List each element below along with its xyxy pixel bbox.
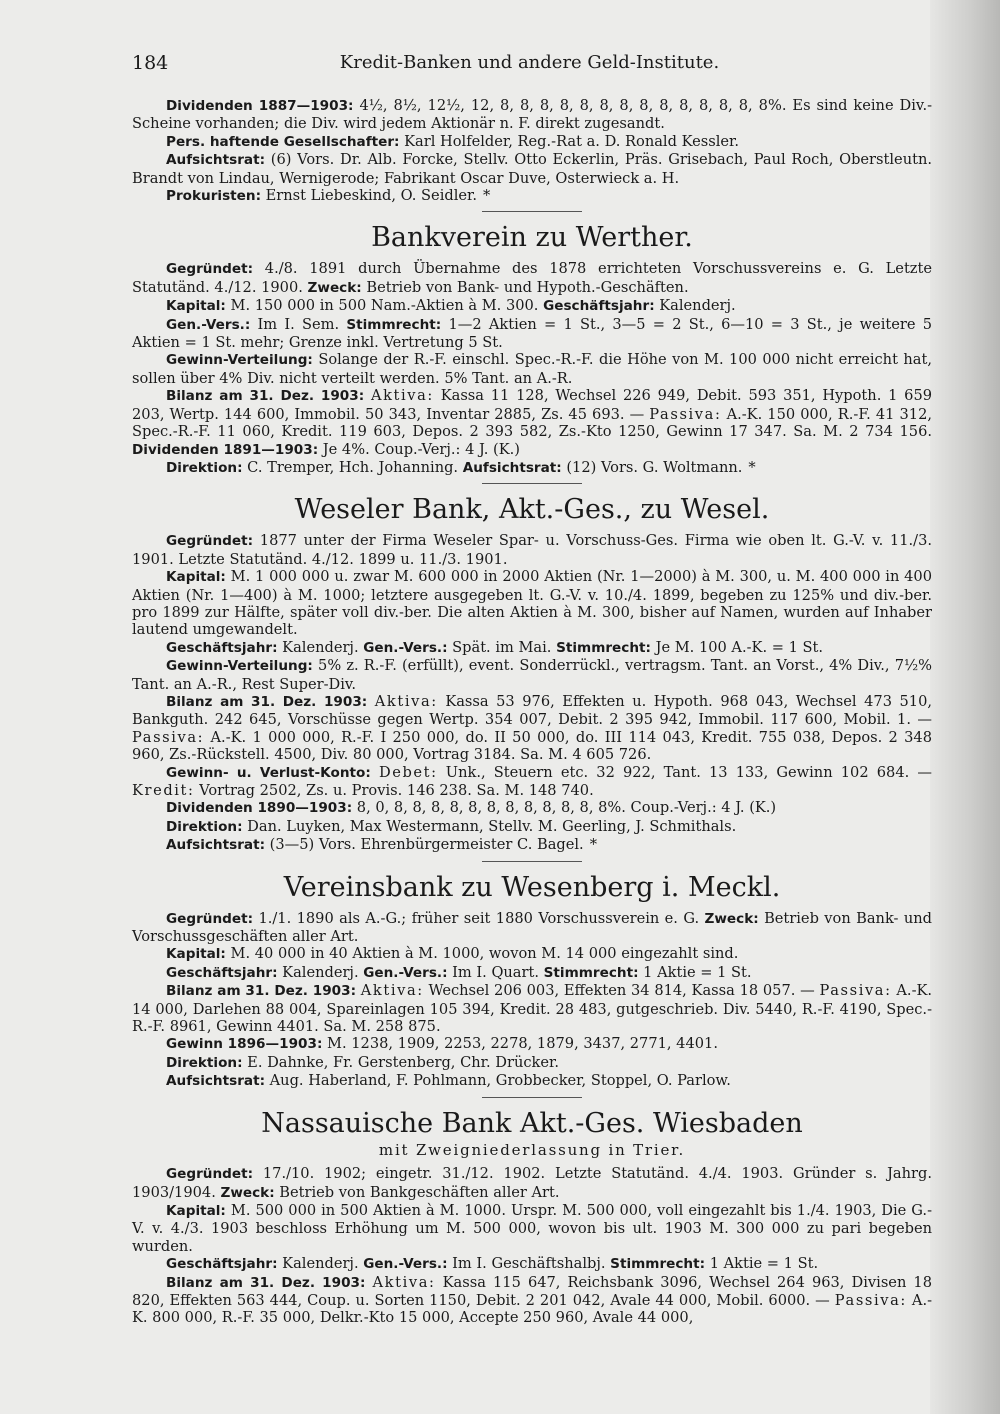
field-text: Im I. Sem. <box>257 315 340 333</box>
field-text: M. 1238, 1909, 2253, 2278, 1879, 3437, 2771, 4401. <box>327 1035 718 1053</box>
field-label: Prokuristen: <box>166 188 262 205</box>
paragraph <box>132 351 932 387</box>
field-label: Aufsichtsrat: <box>166 152 265 169</box>
field-text: Unk., Steuern etc. 32 922, Tant. 13 133, Gewinn 102 684. — <box>445 763 932 781</box>
entry-title: Bankverein zu Werther. <box>371 222 693 254</box>
field-text: A.-K. 800 000, R.-F. 35 000, Delkr.-Kto 15 000, Accepte 250 960, Avale 44 000, <box>132 1291 933 1327</box>
paragraph <box>132 316 932 352</box>
field-label: Kapital: <box>166 946 226 963</box>
field-label: Gen.-Vers.: <box>166 316 251 333</box>
field-text: 8, 0, 8, 8, 8, 8, 8, 8, 8, 8, 8, 8, 8, 8%. Coup.-Verj.: 4 J. (K.) <box>356 799 777 817</box>
field-text: Kassa 11 128, Wechsel 226 949, Debit. 593 351, Hypoth. 1 659 203, Wertp. 144 600, Immobil. 50 343, Inventar 2885, Zs. 45 693. — <box>132 387 933 423</box>
section-divider <box>482 483 582 484</box>
paragraph <box>132 151 932 187</box>
paragraph <box>132 764 932 800</box>
field-label: Geschäftsjahr: <box>543 298 655 315</box>
field-label: Gewinn-Verteilung: <box>166 352 313 369</box>
entry-title: Vereinsbank zu Wesenberg i. Meckl. <box>283 871 781 903</box>
paragraph <box>132 1165 932 1202</box>
entry-vereinsbank-wesenberg <box>132 872 932 1098</box>
field-text: Kalenderj. <box>659 297 736 315</box>
paragraph <box>132 982 932 1035</box>
field-label: Gewinn- u. Verlust-Konto: <box>166 764 371 781</box>
field-text: (12) Vors. G. Woltmann. <box>566 458 743 476</box>
spaced-label: Aktiva: <box>370 387 434 405</box>
field-label: Bilanz am 31. Dez. 1903: <box>166 1274 366 1291</box>
paragraph <box>132 260 932 297</box>
page-header <box>132 52 927 78</box>
field-label: Geschäftsjahr: <box>166 639 278 656</box>
paragraph <box>132 459 932 477</box>
spaced-label: Passiva: <box>819 982 892 1000</box>
field-text: Dan. Luyken, Max Westermann, Stellv. M. Geerling, J. Schmithals. <box>247 817 737 835</box>
field-text: M. 150 000 in 500 Nam.-Aktien à M. 300. <box>230 297 539 315</box>
entry-title: Weseler Bank, Akt.-Ges., zu Wesel. <box>294 494 770 526</box>
field-label: Aufsichtsrat: <box>166 837 265 854</box>
field-label: Direktion: <box>166 818 243 835</box>
field-text: 5% z. R.-F. (erfüllt), event. Sonderrückl., vertragsm. Tant. an Vorst., 4% Div., 7½% Tant. an A.-R., Rest Super-Div. <box>132 657 932 693</box>
field-label: Gewinn 1896—1903: <box>166 1036 323 1053</box>
field-text: Kassa 115 647, Reichsbank 3096, Wechsel 264 963, Divisen 18 820, Effekten 563 444, Coup. u. Sorten 1150, Debit. 2 201 042, Avale 44 000, Mobil. 6000. — <box>132 1273 933 1309</box>
paragraph <box>132 836 932 854</box>
field-label: Gen.-Vers.: <box>363 639 448 656</box>
field-text: Vortrag 2502, Zs. u. Provis. 146 238. Sa. M. 148 740. <box>199 782 594 799</box>
paragraph <box>132 1255 932 1273</box>
field-text: Solange der R.-F. einschl. Spec.-R.-F. die Höhe von M. 100 000 nicht erreicht hat, sollen über 4% Div. nicht verteilt werden. 5% Tant. an A.-R. <box>132 351 933 387</box>
field-text: A.-K. 14 000, Darlehen 88 004, Spareinlagen 105 394, Kredit. 28 483, gutgeschrieb. Div. 5440, R.-F. 4190, Spec.-R.-F. 8961, Gewinn 4401. Sa. M. 258 875. <box>132 982 933 1036</box>
field-text: (6) Vors. Dr. Alb. Forcke, Stellv. Otto Eckerlin, Präs. Grisebach, Paul Roch, Oberstleutn. Brandt von Lindau, Wernigerode; Fabrikant Oscar Duve, Osterwieck a. H. <box>132 151 932 187</box>
paragraph <box>132 639 932 657</box>
section-divider <box>482 1097 582 1098</box>
paragraph <box>132 1072 932 1090</box>
entry-title: Nassauische Bank Akt.-Ges. Wiesbaden <box>261 1107 803 1139</box>
field-text: Je 4%. Coup.-Verj.: 4 J. (K.) <box>322 440 520 458</box>
field-label: Gegründet: <box>166 533 254 550</box>
entry-weseler-bank <box>132 494 932 861</box>
field-text: Aug. Haberland, F. Pohlmann, Grobbecker, Stoppel, O. Parlow. <box>269 1072 731 1090</box>
field-label: Bilanz am 31. Dez. 1903: <box>166 693 368 710</box>
field-label: Bilanz am 31. Dez. 1903: <box>166 983 357 1000</box>
field-label: Gen.-Vers.: <box>363 1256 448 1273</box>
entry-nassauische-bank <box>132 1108 932 1327</box>
field-text: (3—5) Vors. Ehrenbürgermeister C. Bagel. <box>269 836 584 854</box>
field-label: Zweck: <box>220 1184 275 1201</box>
field-label: Zweck: <box>704 910 759 927</box>
field-text: Kalenderj. <box>282 1255 359 1273</box>
page-gutter-shadow <box>930 0 1000 1414</box>
section-divider <box>482 861 582 862</box>
paragraph <box>132 187 932 205</box>
field-label: Stimmrecht: <box>556 639 651 656</box>
field-text: Betrieb von Bankgeschäften aller Art. <box>279 1183 560 1201</box>
field-text: Karl Holfelder, Reg.-Rat a. D. Ronald Kessler. <box>404 132 740 150</box>
spaced-label: Aktiva: <box>374 692 438 710</box>
field-label: Direktion: <box>166 1054 243 1071</box>
spaced-label: Passiva: <box>834 1291 907 1309</box>
paragraph <box>132 945 932 963</box>
field-label: Kapital: <box>166 298 226 315</box>
field-label: Gegründet: <box>166 1166 254 1183</box>
spaced-label: Passiva: <box>649 405 722 423</box>
field-text: 1—2 Aktien = 1 St., 3—5 = 2 St., 6—10 = 3 St., je weitere 5 Aktien = 1 St. mehr; Grenze inkl. Vertretung 5 St. <box>132 315 932 352</box>
field-label: Kapital: <box>166 569 226 586</box>
entry-continued <box>132 97 932 212</box>
entry-end-star: * <box>748 458 756 476</box>
entry-end-star: * <box>483 187 491 205</box>
paragraph <box>132 1054 932 1072</box>
paragraph <box>132 387 932 459</box>
field-text: A.-K. 150 000, R.-F. 41 312, Spec.-R.-F. 11 060, Kredit. 119 603, Depos. 2 393 582, Zs.-Kto 1250, Gewinn 17 347. Sa. M. 2 734 156. <box>132 405 933 441</box>
page-number: 184 <box>132 52 169 74</box>
field-text: M. 1 000 000 u. zwar M. 600 000 in 2000 Aktien (Nr. 1—2000) à M. 300, u. M. 400 000 in 400 Aktien (Nr. 1—400) à M. 1000; letztere ausgegeben lt. G.-V. v. 10./4. 1899, begeben zu 125% und div.-ber. pro 1899 zur Hälfte, später voll div.-ber. Die alten Aktien à M. 300, bisher auf Namen, wurden auf Inhaber lautend umgewandelt. <box>132 568 933 639</box>
paragraph <box>132 657 932 693</box>
spaced-label: Kredit: <box>132 782 195 799</box>
field-text: M. 40 000 in 40 Aktien à M. 1000, wovon M. 14 000 eingezahlt sind. <box>230 945 739 963</box>
field-label: Dividenden 1887—1903: <box>166 98 354 114</box>
field-text: 1 Aktie = 1 St. <box>643 963 752 981</box>
field-text: Im I. Geschäftshalbj. <box>452 1255 606 1273</box>
field-text: E. Dahnke, Fr. Gerstenberg, Chr. Drücker. <box>247 1053 560 1071</box>
paragraph <box>132 693 932 764</box>
paragraph <box>132 532 932 568</box>
paragraph <box>132 799 932 817</box>
section-divider <box>482 211 582 212</box>
field-label: Stimmrecht: <box>543 964 639 981</box>
field-label: Dividenden 1891—1903: <box>132 441 319 458</box>
field-label: Zweck: <box>307 279 362 296</box>
field-label: Stimmrecht: <box>346 316 442 333</box>
field-label: Aufsichtsrat: <box>462 459 562 476</box>
field-text: Kalenderj. <box>282 638 359 656</box>
spaced-label: Passiva: <box>132 728 205 746</box>
paragraph <box>132 1274 932 1327</box>
field-text: Betrieb von Bank- und Vorschussgeschäften aller Art. <box>132 909 932 946</box>
field-text: Spät. im Mai. <box>452 638 552 656</box>
paragraph <box>132 568 932 639</box>
field-label: Gegründet: <box>166 910 254 927</box>
entry-bankverein-werther <box>132 222 932 484</box>
field-label: Aufsichtsrat: <box>166 1073 265 1090</box>
entry-end-star: * <box>589 836 597 854</box>
paragraph <box>132 1202 932 1255</box>
field-text: Im I. Quart. <box>452 963 539 981</box>
field-text: Kassa 53 976, Effekten u. Hypoth. 968 043, Wechsel 473 510, Bankguth. 242 645, Vorschüsse gegen Wertp. 354 007, Debit. 2 395 942, Immobil. 117 600, Mobil. 1. — <box>132 692 933 729</box>
field-label: Gewinn-Verteilung: <box>166 658 313 675</box>
paragraph <box>132 133 932 151</box>
field-text: Je M. 100 A.-K. = 1 St. <box>655 638 824 656</box>
field-label: Stimmrecht: <box>610 1256 706 1273</box>
running-title: Kredit-Banken und andere Geld-Institute. <box>339 52 720 73</box>
field-label: Gen.-Vers.: <box>363 964 448 981</box>
page-content <box>132 97 932 1327</box>
field-text: 17./10. 1902; eingetr. 31./12. 1902. Letzte Statutänd. 4./4. 1903. Gründer s. Jahrg. 1903/1904. <box>132 1165 932 1201</box>
paragraph <box>132 964 932 982</box>
field-text: C. Tremper, Hch. Johanning. <box>247 458 459 476</box>
field-text: 1877 unter der Firma Weseler Spar- u. Vorschuss-Ges. Firma wie oben lt. G.-V. v. 11./3. 1901. Letzte Statutänd. 4./12. 1899 u. 11./3. 1901. <box>132 532 932 568</box>
field-label: Kapital: <box>166 1202 226 1219</box>
field-label: Geschäftsjahr: <box>166 1256 278 1273</box>
field-text: 1 Aktie = 1 St. <box>709 1255 819 1273</box>
paragraph <box>132 97 932 133</box>
spaced-label: Debet: <box>378 763 438 781</box>
paragraph <box>132 910 932 946</box>
paragraph <box>132 818 932 836</box>
field-label: Dividenden 1890—1903: <box>166 800 353 817</box>
field-label: Bilanz am 31. Dez. 1903: <box>166 388 365 405</box>
field-label: Gegründet: <box>166 261 254 278</box>
field-text: M. 500 000 in 500 Aktien à M. 1000. Urspr. M. 500 000, voll eingezahlt bis 1./4. 1903, Die G.-V. v. 4./3. 1903 beschloss Erhöhung um M. 500 000, wovon bis ult. 1903 M. 300 000 zu pari begeben wurden. <box>132 1201 933 1255</box>
field-text: Wechsel 206 003, Effekten 34 814, Kassa 18 057. — <box>428 982 815 1000</box>
field-label: Direktion: <box>166 459 243 476</box>
field-text: 4./8. 1891 durch Übernahme des 1878 errichteten Vorschussvereins e. G. Letzte Statutänd. 4./12. 1900. <box>132 260 932 296</box>
entry-subtitle: mit Zweigniederlassung in Trier. <box>378 1140 686 1159</box>
spaced-label: Aktiva: <box>360 982 424 1000</box>
field-text: 4½, 8½, 12½, 12, 8, 8, 8, 8, 8, 8, 8, 8, 8, 8, 8, 8, 8, 8%. Es sind keine Div.-Scheine vorhanden; die Div. wird jedem Aktionär n. F. direkt zugesandt. <box>132 97 933 133</box>
spaced-label: Aktiva: <box>372 1273 436 1291</box>
field-label: Pers. haftende Gesellschafter: <box>166 133 400 150</box>
field-text: Betrieb von Bank- und Hypoth.-Geschäften. <box>366 278 689 296</box>
field-text: A.-K. 1 000 000, R.-F. I 250 000, do. II 50 000, do. III 114 043, Kredit. 755 038, Depos. 2 348 960, Zs.-Rückstell. 4500, Div. 80 000, Vortrag 3184. Sa. M. 4 605 726. <box>132 728 933 764</box>
paragraph <box>132 297 932 315</box>
field-text: Kalenderj. <box>282 963 359 981</box>
field-text: Ernst Liebeskind, O. Seidler. <box>265 187 478 205</box>
field-text: 1./1. 1890 als A.-G.; früher seit 1880 Vorschussverein e. G. <box>258 909 700 927</box>
field-label: Geschäftsjahr: <box>166 964 278 981</box>
paragraph <box>132 1035 932 1053</box>
